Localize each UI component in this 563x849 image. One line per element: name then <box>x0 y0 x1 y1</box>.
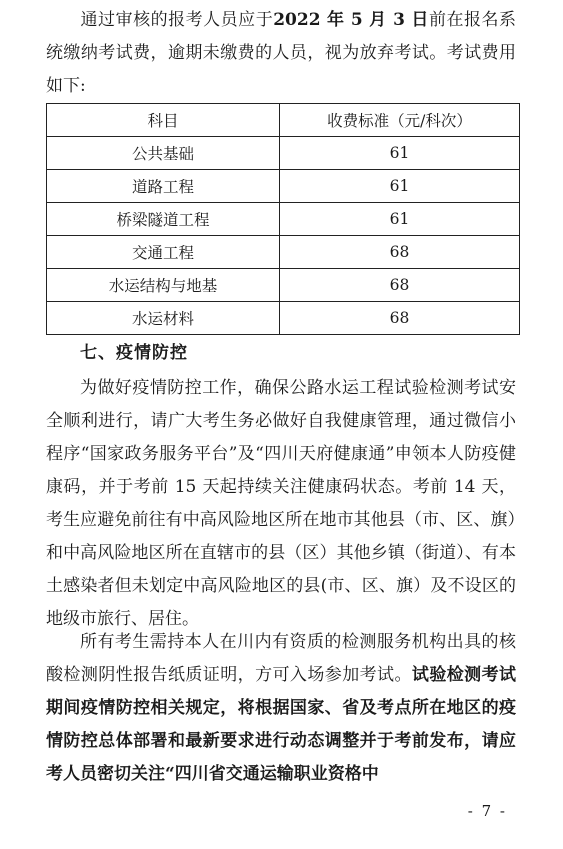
intro-paragraph <box>46 4 516 103</box>
payment-deadline: 2022 年 5 月 3 日 <box>273 10 429 30</box>
epidemic-paragraph-2 <box>46 626 516 791</box>
paragraph-2-bold: 试验检测考试期间疫情防控相关规定，将根据国家、省及考点所在地区的疫情防控总体部署和最新要求进行动态调整并于考前发布，请应考人员密切关注“四川省交通运输职业资格中 <box>46 665 517 784</box>
fee-cell: 68 <box>280 302 520 335</box>
intro-text-a: 通过审核的报考人员应于 <box>80 10 274 30</box>
fee-cell: 68 <box>280 269 520 302</box>
subject-cell: 桥梁隧道工程 <box>47 203 280 236</box>
epidemic-paragraph-1: 为做好疫情防控工作，确保公路水运工程试验检测考试安全顺利进行，请广大考生务必做好自我健康管理，通过微信小程序“国家政务服务平台”及“四川天府健康通”申领本人防疫健康码，并于考前 15 天起持续关注健康码状态。考前 14 天，考生应避免前往有中高风险地区所在地市其他县（市、区、旗）和中高风险地区所在直辖市的县（区）其他乡镇（街道）、有本土感染者但未划定中高风险地区的县(市、区、旗）及不设区的地级市旅行、居住。 <box>46 378 516 629</box>
intro-text-b: 前在报名系统缴纳考试费，逾期未缴费的人员，视为放弃考试。考试费用如下: <box>46 10 517 96</box>
table-row <box>47 170 520 203</box>
table-header-row <box>47 104 520 137</box>
table-row <box>47 269 520 302</box>
subject-cell: 水运结构与地基 <box>47 269 280 302</box>
subject-cell: 道路工程 <box>47 170 280 203</box>
fee-cell: 61 <box>280 203 520 236</box>
page-number: - 7 - <box>467 802 507 820</box>
subject-cell: 水运材料 <box>47 302 280 335</box>
paragraph-2-normal: 所有考生需持本人在川内有资质的检测服务机构出具的核酸检测阴性报告纸质证明，方可入场参加考试。 <box>46 632 516 685</box>
subject-cell: 交通工程 <box>47 236 280 269</box>
fee-cell: 68 <box>280 236 520 269</box>
table-row <box>47 203 520 236</box>
table-row <box>47 302 520 335</box>
header-subject: 科目 <box>47 104 280 137</box>
header-fee: 收费标准（元/科次） <box>280 104 520 137</box>
section-heading: 七、疫情防控 <box>80 343 188 363</box>
subject-cell: 公共基础 <box>47 137 280 170</box>
table-row <box>47 236 520 269</box>
fee-cell: 61 <box>280 137 520 170</box>
fee-cell: 61 <box>280 170 520 203</box>
table-row <box>47 137 520 170</box>
fee-table <box>46 103 520 335</box>
